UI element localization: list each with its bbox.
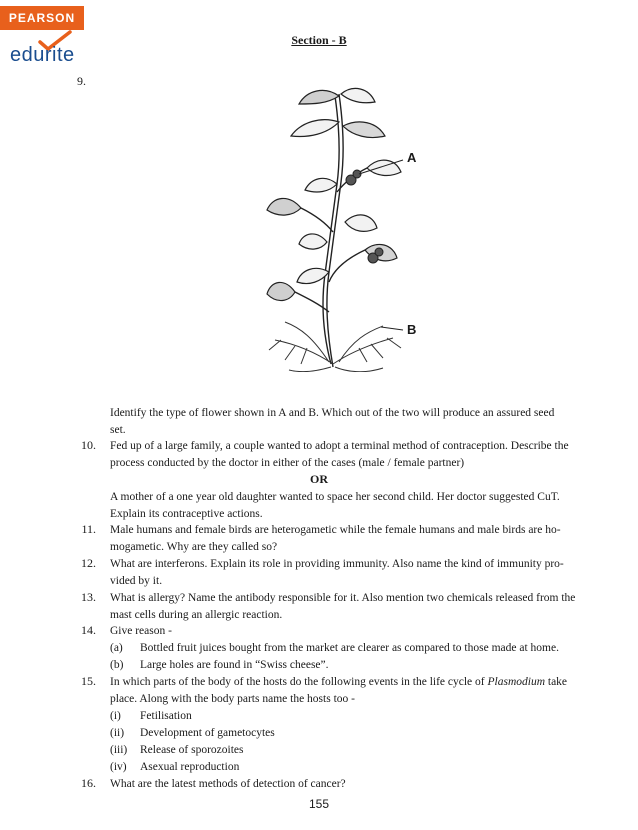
text-line: Fed up of a large family, a couple wanted to adopt a terminal method of contraception. Describe the xyxy=(110,440,569,452)
text-line: set. xyxy=(110,423,126,436)
question-16-text: What are the latest methods of detection of cancer? xyxy=(110,778,346,790)
question-15-text xyxy=(110,674,567,691)
text-line: mast cells during an allergic reaction. xyxy=(110,608,283,621)
text-line: What are interferons. Explain its role in providing immunity. Also name the kind of immunity pro- xyxy=(110,558,564,570)
text-line: mogametic. Why are they called so? xyxy=(110,540,278,553)
label-b: B xyxy=(407,322,417,337)
sub-text: Fetilisation xyxy=(140,710,192,722)
text-fragment: In which parts of the body of the hosts do the following events in the life cycle of xyxy=(110,676,488,688)
question-number: 16. xyxy=(81,776,96,790)
text-line: What is allergy? Name the antibody responsible for it. Also mention two chemicals released from the xyxy=(110,592,576,604)
pearson-logo: PEARSON xyxy=(0,6,84,30)
text-line: Explain its contraceptive actions. xyxy=(110,507,263,520)
sub-text: Development of gametocytes xyxy=(140,727,275,739)
label-a: A xyxy=(407,150,417,165)
page-number: 155 xyxy=(308,797,330,811)
question-10-text xyxy=(110,438,576,472)
text-line: Male humans and female birds are heterogametic while the female humans and male birds are ho- xyxy=(110,524,561,536)
section-title: Section - B xyxy=(291,33,347,47)
text-line: Identify the type of flower shown in A and B. Which out of the two will produce an assured seed xyxy=(110,407,555,419)
question-number: 13. xyxy=(81,590,96,604)
question-14-text: Give reason - xyxy=(110,625,172,637)
question-11-text xyxy=(110,522,576,556)
sub-text: Release of sporozoites xyxy=(140,744,244,756)
sub-text: Asexual reproduction xyxy=(140,761,240,773)
sub-label: (i) xyxy=(110,710,121,722)
sub-label: (iii) xyxy=(110,744,128,756)
text-fragment: take xyxy=(545,676,568,688)
question-number: 12. xyxy=(81,556,96,570)
sub-label: (iv) xyxy=(110,761,127,773)
question-number: 10. xyxy=(81,438,96,452)
question-number: 9. xyxy=(77,74,86,88)
or-separator: OR xyxy=(310,472,328,486)
plant-diagram xyxy=(255,82,415,372)
question-number: 14. xyxy=(81,623,96,637)
sub-label: (a) xyxy=(110,642,123,654)
sub-label: (ii) xyxy=(110,727,125,739)
italic-term: Plasmodium xyxy=(487,676,545,688)
text-line: vided by it. xyxy=(110,574,163,587)
sub-label: (b) xyxy=(110,659,124,671)
question-number: 15. xyxy=(81,674,96,688)
text-line: A mother of a one year old daughter wanted to space her second child. Her doctor suggested CuT. xyxy=(110,491,560,503)
text-line: place. Along with the body parts name the hosts too - xyxy=(110,693,355,705)
question-13-text xyxy=(110,590,576,624)
sub-text: Bottled fruit juices bought from the market are clearer as compared to those made at home. xyxy=(140,642,559,654)
question-10-alt-text xyxy=(110,489,576,523)
question-12-text xyxy=(110,556,576,590)
question-number: 11. xyxy=(81,522,96,536)
sub-text: Large holes are found in “Swiss cheese”. xyxy=(140,659,329,671)
text-line: process conducted by the doctor in either of the cases (male / female partner) xyxy=(110,456,465,469)
question-9-text xyxy=(110,405,576,439)
edurite-logo: edurite xyxy=(10,44,75,66)
